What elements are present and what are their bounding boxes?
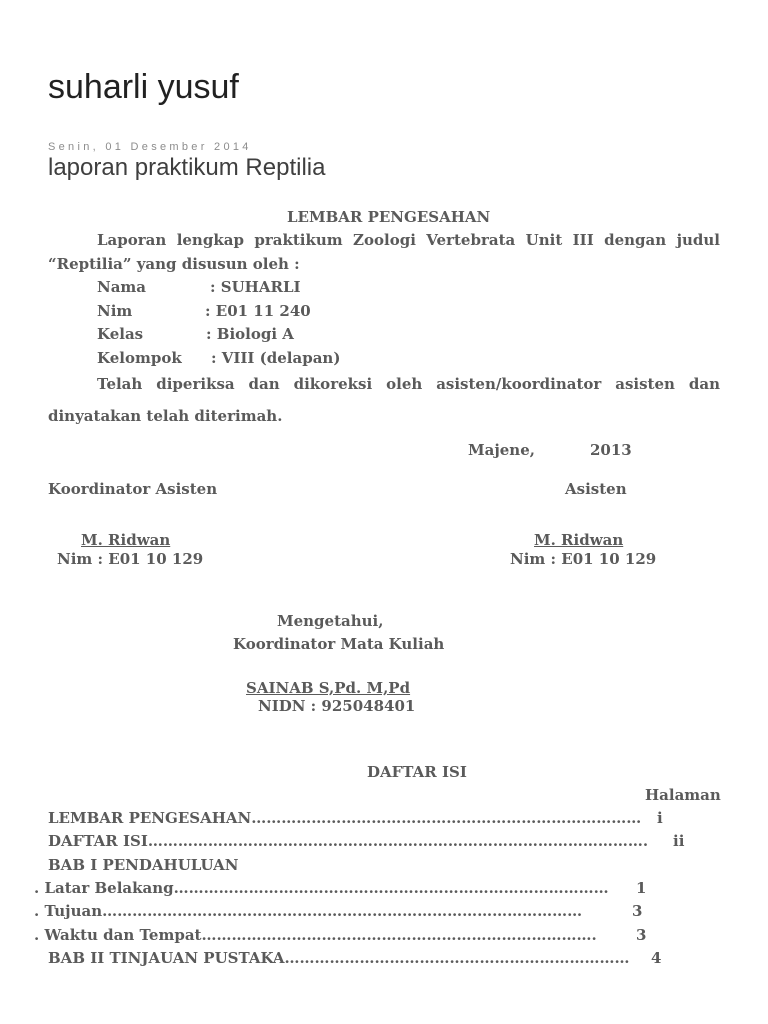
right-role: Asisten (565, 480, 627, 498)
field-value-nama: : SUHARLI (210, 278, 301, 296)
right-signatory-name: M. Ridwan (534, 531, 624, 549)
blog-title[interactable]: suharli yusuf (48, 68, 239, 106)
review-line-2: dinyatakan telah diterimah. (48, 407, 283, 425)
toc-page-number: ii (673, 832, 685, 850)
toc-page-number: 4 (651, 949, 662, 967)
toc-entry: BAB I PENDAHULUAN (48, 856, 239, 874)
coordinator-nidn: NIDN : 925048401 (258, 697, 416, 715)
document-heading: LEMBAR PENGESAHAN (287, 208, 491, 226)
toc-entry: . Waktu dan Tempat……………………………………………………………………. (34, 926, 597, 944)
toc-page-label: Halaman (645, 786, 721, 804)
left-signatory-name: M. Ridwan (81, 531, 171, 549)
left-role: Koordinator Asisten (48, 480, 218, 498)
toc-entry: . Latar Belakang…………………………………………………………………………… (34, 879, 609, 897)
coordinator-name: SAINAB S,Pd. M,Pd (246, 679, 411, 697)
review-line-1: Telah diperiksa dan dikoreksi oleh asisten/koordinator asisten dan (97, 375, 720, 393)
field-label-kelompok: Kelompok (97, 349, 182, 367)
year: 2013 (590, 441, 632, 459)
toc-page-number: 1 (636, 879, 647, 897)
post-title[interactable]: laporan praktikum Reptilia (48, 154, 326, 181)
toc-page-number: 3 (636, 926, 647, 944)
acknowledge-label: Mengetahui, (277, 612, 384, 630)
field-value-kelompok: : VIII (delapan) (211, 349, 341, 367)
toc-entry: DAFTAR ISI………………………………………………………………………………………. (48, 832, 649, 850)
right-signatory-nim: Nim : E01 10 129 (510, 550, 657, 568)
field-label-kelas: Kelas (97, 325, 144, 343)
field-value-kelas: : Biologi A (206, 325, 294, 343)
post-date: Senin, 01 Desember 2014 (48, 141, 252, 153)
course-coordinator-role: Koordinator Mata Kuliah (233, 635, 445, 653)
field-value-nim: : E01 11 240 (205, 302, 311, 320)
toc-page-number: 3 (632, 902, 643, 920)
intro-line-2: “Reptilia” yang disusun oleh : (48, 255, 300, 273)
field-label-nim: Nim (97, 302, 133, 320)
toc-entry: LEMBAR PENGESAHAN…………………………………………………………………… (48, 809, 642, 827)
left-signatory-nim: Nim : E01 10 129 (57, 550, 204, 568)
toc-heading: DAFTAR ISI (367, 763, 467, 781)
toc-entry: . Tujuan…………………………………………………………………………………… (34, 902, 583, 920)
toc-entry: BAB II TINJAUAN PUSTAKA…………………………………………………………… (48, 949, 630, 967)
field-label-nama: Nama (97, 278, 147, 296)
toc-page-number: i (657, 809, 663, 827)
place: Majene, (468, 441, 535, 459)
intro-line-1: Laporan lengkap praktikum Zoologi Vertebrata Unit III dengan judul (97, 231, 720, 249)
